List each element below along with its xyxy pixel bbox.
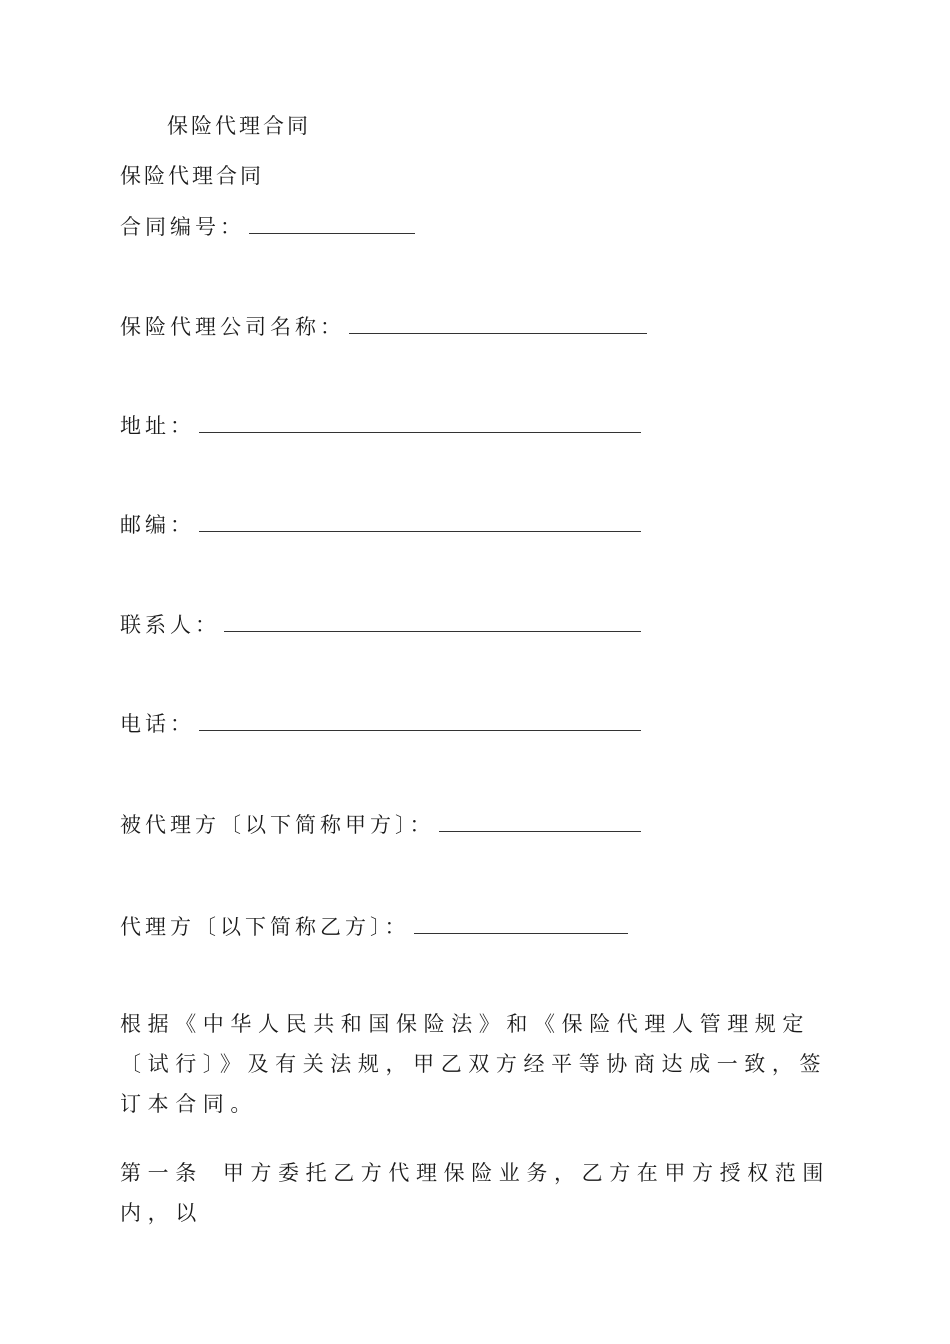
field-party-a	[120, 810, 641, 840]
article-1-number: 第一条	[120, 1161, 203, 1185]
field-label: 电话：	[120, 712, 195, 736]
field-postcode	[120, 510, 641, 540]
article-1-text: 甲方委托乙方代理保险业务，乙方在甲方授权范围内，以	[120, 1161, 831, 1225]
field-blank	[199, 412, 641, 433]
field-blank	[199, 511, 641, 532]
field-blank	[414, 913, 628, 934]
field-blank	[439, 811, 641, 832]
contract-number-blank	[249, 213, 415, 234]
field-label: 代理方〔以下简称乙方〕：	[120, 915, 410, 939]
field-label: 保险代理公司名称：	[120, 315, 345, 339]
field-contact	[120, 610, 641, 640]
field-address	[120, 411, 641, 441]
field-label: 联系人：	[120, 613, 220, 637]
field-label: 地址：	[120, 414, 195, 438]
article-1-paragraph	[120, 1153, 834, 1233]
field-agency-name	[120, 312, 647, 342]
field-phone	[120, 709, 641, 739]
field-blank	[199, 710, 641, 731]
field-blank	[349, 313, 647, 334]
contract-number-row	[120, 212, 415, 242]
document-title: 保险代理合同	[120, 164, 264, 188]
preamble-paragraph: 根据《中华人民共和国保险法》和《保险代理人管理规定〔试行〕》及有关法规，甲乙双方经平等协商达成一致，签订本合同。	[120, 1012, 828, 1116]
header-title: 保险代理合同	[167, 114, 311, 138]
field-party-b	[120, 912, 628, 942]
field-label: 被代理方〔以下简称甲方〕：	[120, 813, 435, 837]
field-label: 邮编：	[120, 513, 195, 537]
contract-number-label: 合同编号：	[120, 215, 245, 239]
field-blank	[224, 611, 641, 632]
